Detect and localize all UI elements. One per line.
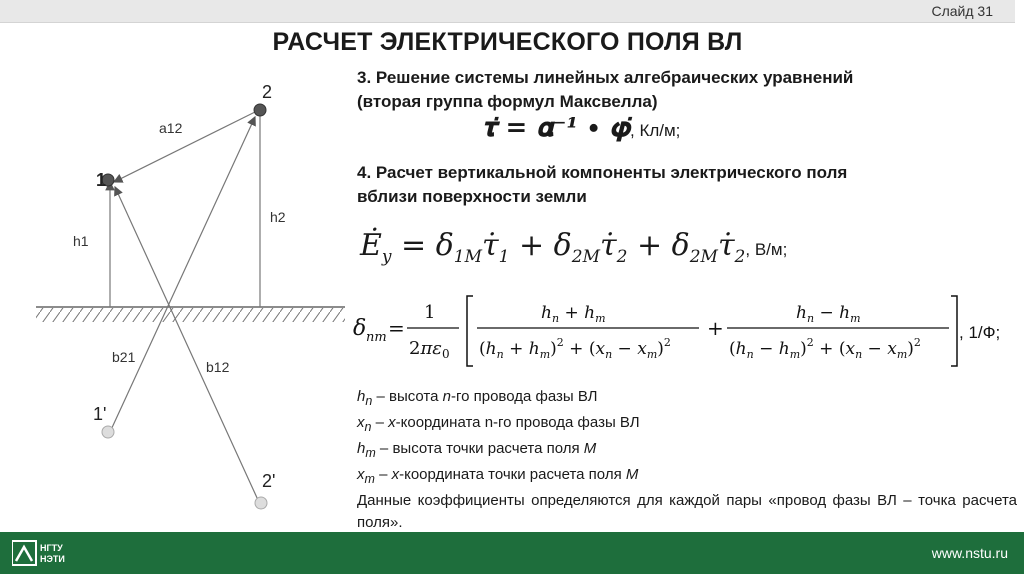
mirror-1 [102,426,114,438]
svg-text:=: = [388,316,405,340]
svg-text:, 1/Ф;: , 1/Ф; [959,323,1001,342]
svg-text:НЭТИ: НЭТИ [40,554,65,564]
conductor-mirror-diagram [0,60,345,520]
ey-formula: $Ė_y$ = $\delta_{1M}\tau̇_1$ + $\delta_{2M}\tau̇_2$ + $\delta_{2M}\tau̇_2$, В/м; [360,228,788,267]
label-a12: a12 [159,120,183,136]
svg-text:hn − hm: $h_n - h_m$ [796,303,861,325]
slide-header-bar [0,0,1015,23]
section-4-heading: 4. Расчет вертикальной компоненты электрического поля вблизи поверхности земли [357,163,848,206]
tau-formula: 𝛕̇ = 𝛂⁻¹ ∙ 𝛗̇, Кл/м; [482,113,681,143]
svg-text:НГТУ: НГТУ [40,543,63,553]
ground-hatch [36,308,345,322]
svg-text:(hn − hm)2 + (xn − xm)2: $(h_n - h_m)^2 + (x_n - x_m)^2$ [729,336,921,361]
nstu-logo[interactable] [12,539,82,567]
a12-line [114,112,255,182]
svg-text:1: 1 [424,302,436,323]
svg-text:hn + hm: $h_n + h_m$ [541,303,606,325]
label-2: 2 [262,82,273,102]
svg-text:(hn + hm)2 + (xn − xm)2: $(h_n + h_m)^2 + (x_n - x_m)^2$ [479,336,671,361]
def-note: Данные коэффициенты определяются для каждой пары «провод фазы ВЛ – точка расчета поля». [357,492,1017,531]
svg-text:nm: nm [366,330,387,345]
section-3-heading: 3. Решение системы линейных алгебраических уравнений (вторая группа формул Максвелла) [357,68,854,111]
def-hn: $h_n$ – высота n-го провода фазы ВЛ [357,388,598,408]
label-1-prime: 1' [93,404,107,424]
label-h2: h2 [270,209,286,225]
label-1: 1 [96,170,107,190]
slide-number: Слайд 31 [931,3,993,19]
label-b21: b21 [112,349,136,365]
b21-line [115,187,258,500]
svg-text:+: + [707,316,724,340]
label-b12: b12 [206,359,230,375]
def-hm: $h_m$ – высота точки расчета поля M [357,440,597,460]
footer-bar [0,532,1024,574]
page-title: РАСЧЕТ ЭЛЕКТРИЧЕСКОГО ПОЛЯ ВЛ [272,28,743,56]
label-2-prime: 2' [262,471,276,491]
mirror-2 [255,497,267,509]
svg-text:2πε0: $2\pi\varepsilon_0$ [409,338,450,361]
def-xn: $x_n$ – x-координата n-го провода фазы ВЛ [357,414,640,434]
svg-text:δ: δ [353,316,367,341]
b12-line [110,117,255,432]
variable-definitions [357,386,1017,534]
delta-formula [351,290,1016,370]
def-xm: $x_m$ – x-координата точки расчета поля M [357,466,639,486]
conductor-2 [254,104,266,116]
site-link[interactable]: www.nstu.ru [931,545,1008,561]
label-h1: h1 [73,233,89,249]
